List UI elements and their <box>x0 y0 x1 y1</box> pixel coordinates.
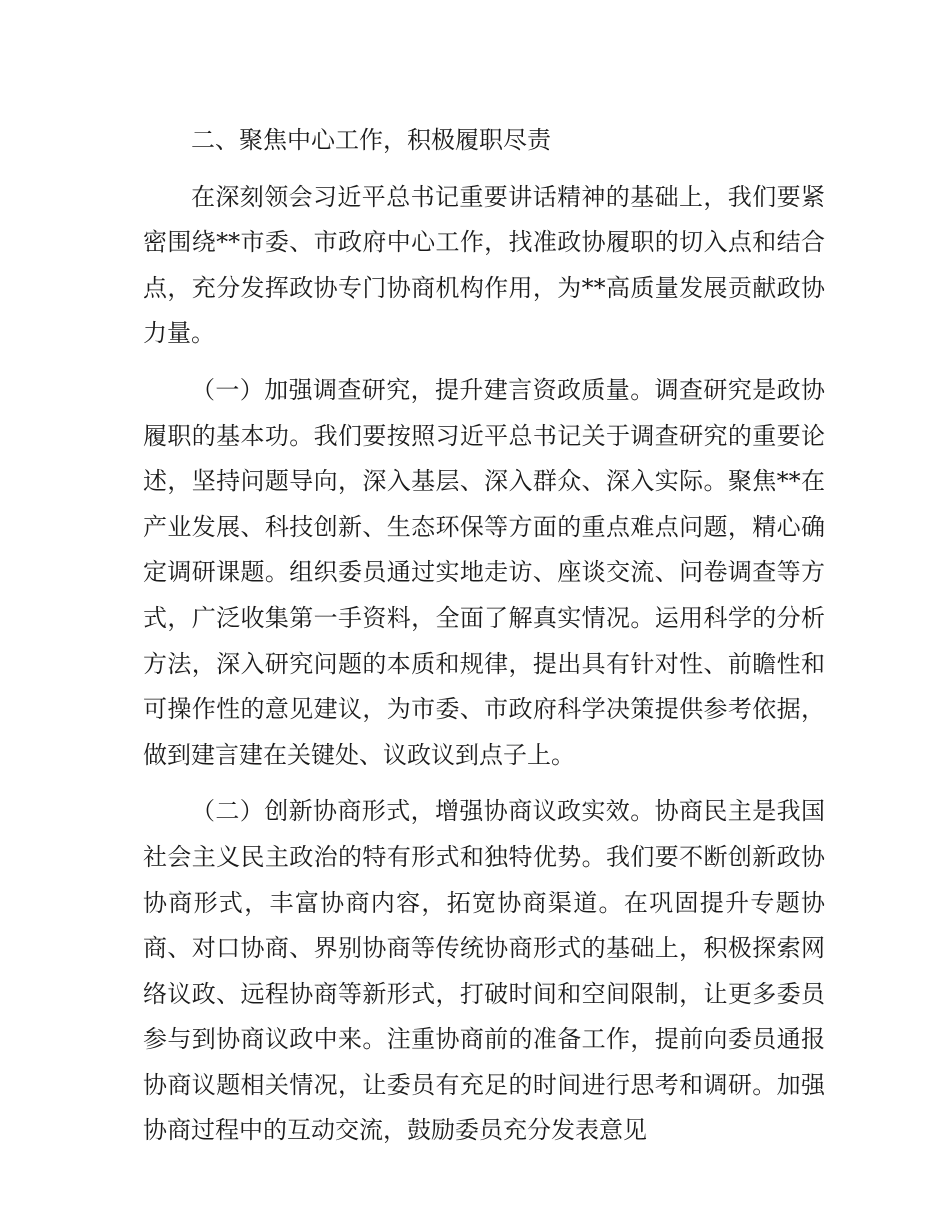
section-heading: 二、聚焦中心工作，积极履职尽责 <box>191 126 551 154</box>
paragraph-research: （一）加强调查研究，提升建言资政质量。调查研究是政协履职的基本功。我们要按照习近平总书记关于调查研究的重要论述，坚持问题导向，深入基层、深入群众、深入实际。聚焦**在产业发展、科技创新、生态环保等方面的重点难点问题，精心确定调研课题。组织委员通过实地走访、座谈交流、问卷调查等方式，广泛收集第一手资料，全面了解真实情况。运用科学的分析方法，深入研究问题的本质和规律，提出具有针对性、前瞻性和可操作性的意见建议，为市委、市政府科学决策提供参考依据，做到建言建在关键处、议政议到点子上。 <box>143 375 825 769</box>
paragraph-consultation: （二）创新协商形式，增强协商议政实效。协商民主是我国社会主义民主政治的特有形式和独特优势。我们要不断创新政协协商形式，丰富协商内容，拓宽协商渠道。在巩固提升专题协商、对口协商、界别协商等传统协商形式的基础上，积极探索网络议政、远程协商等新形式，打破时间和空间限制，让更多委员参与到协商议政中来。注重协商前的准备工作，提前向委员通报协商议题相关情况，让委员有充足的时间进行思考和调研。加强协商过程中的互动交流，鼓励委员充分发表意见 <box>143 797 825 1145</box>
paragraph-intro: 在深刻领会习近平总书记重要讲话精神的基础上，我们要紧密围绕**市委、市政府中心工作，找准政协履职的切入点和结合点，充分发挥政协专门协商机构作用，为**高质量发展贡献政协力量。 <box>143 182 825 348</box>
document-body <box>143 118 825 1154</box>
